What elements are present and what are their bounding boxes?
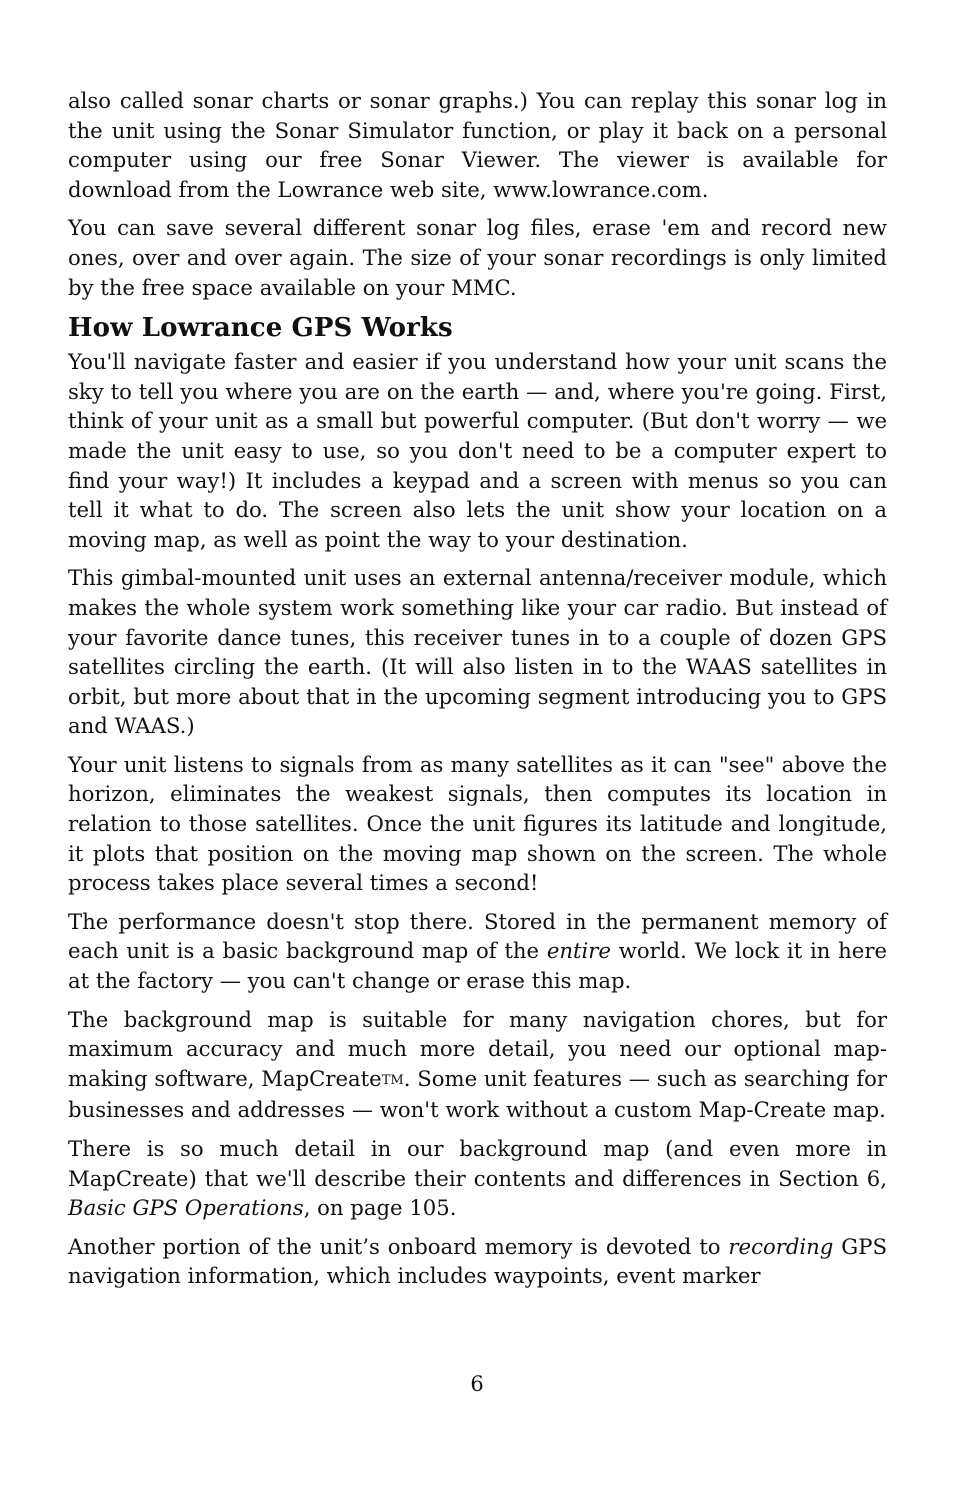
section-heading: How Lowrance GPS Works <box>68 313 453 344</box>
section-paragraph-4 <box>68 907 887 996</box>
paragraph-text: . Some unit features — such as searching for businesses and addresses — won't work without a custom Map-Create map. <box>68 1065 887 1123</box>
section-paragraph-5 <box>68 1005 887 1125</box>
page-number: 6 <box>470 1372 484 1396</box>
paragraph-text: There is so much detail in our background map (and even more in MapCreate) that we'll describe their contents and differences in Section 6, <box>68 1136 887 1191</box>
paragraph-text: GPS navigation information, which includes waypoints, event marker <box>68 1233 887 1289</box>
paragraph-text: world. We lock it in here at the factory — you can't change or erase this map. <box>68 938 887 994</box>
emphasis-recording: recording <box>728 1233 834 1259</box>
paragraph-text: The performance doesn't stop there. Stored in the permanent memory of each unit is a basic background map of the <box>68 908 887 964</box>
trademark-mark: TM <box>381 1072 404 1088</box>
section-paragraph-6 <box>68 1134 887 1223</box>
intro-paragraph-2: You can save several different sonar log files, erase 'em and record new ones, over and over again. The size of your sonar recordings is only limited by the free space available on your MMC. <box>68 215 887 300</box>
section-paragraph-3: Your unit listens to signals from as many satellites as it can "see" above the horizon, eliminates the weakest signals, then computes its location in relation to those satellites. Once the unit figures its latitude and longitude, it plots that position on the moving map shown on the screen. The whole process takes place several times a second! <box>68 751 887 896</box>
section-paragraph-7 <box>68 1232 887 1291</box>
paragraph-text: The background map is suitable for many navigation chores, but for maximum accuracy and much more detail, you need our optional map-making software, MapCreate <box>68 1006 887 1091</box>
emphasis-entire: entire <box>546 938 611 964</box>
paragraph-text: Another portion of the unit’s onboard memory is devoted to <box>68 1233 729 1259</box>
section-paragraph-1: You'll navigate faster and easier if you understand how your unit scans the sky to tell you where you are on the earth — and, where you're going. First, think of your unit as a small but powerful computer. (But don't worry — we made the unit easy to use, so you don't need to be a computer expert to find your way!) It includes a keypad and a screen with menus so you can tell it what to do. The screen also lets the unit show your location on a moving map, as well as point the way to your destination. <box>68 349 887 552</box>
intro-paragraph-1: also called sonar charts or sonar graphs.) You can replay this sonar log in the unit using the Sonar Simulator function, or play it back on a personal computer using our free Sonar Viewer. The viewer is available for download from the Lowrance web site, www.lowrance.com. <box>68 88 887 202</box>
page-content <box>68 86 887 1300</box>
emphasis-section-title: Basic GPS Operations <box>68 1195 304 1221</box>
paragraph-text: , on page 105. <box>303 1195 457 1221</box>
section-paragraph-2: This gimbal-mounted unit uses an external antenna/receiver module, which makes the whole system work something like your car radio. But instead of your favorite dance tunes, this receiver tunes in to a couple of dozen GPS satellites circling the earth. (It will also listen in to the WAAS satellites in orbit, but more about that in the upcoming segment introducing you to GPS and WAAS.) <box>68 565 887 739</box>
